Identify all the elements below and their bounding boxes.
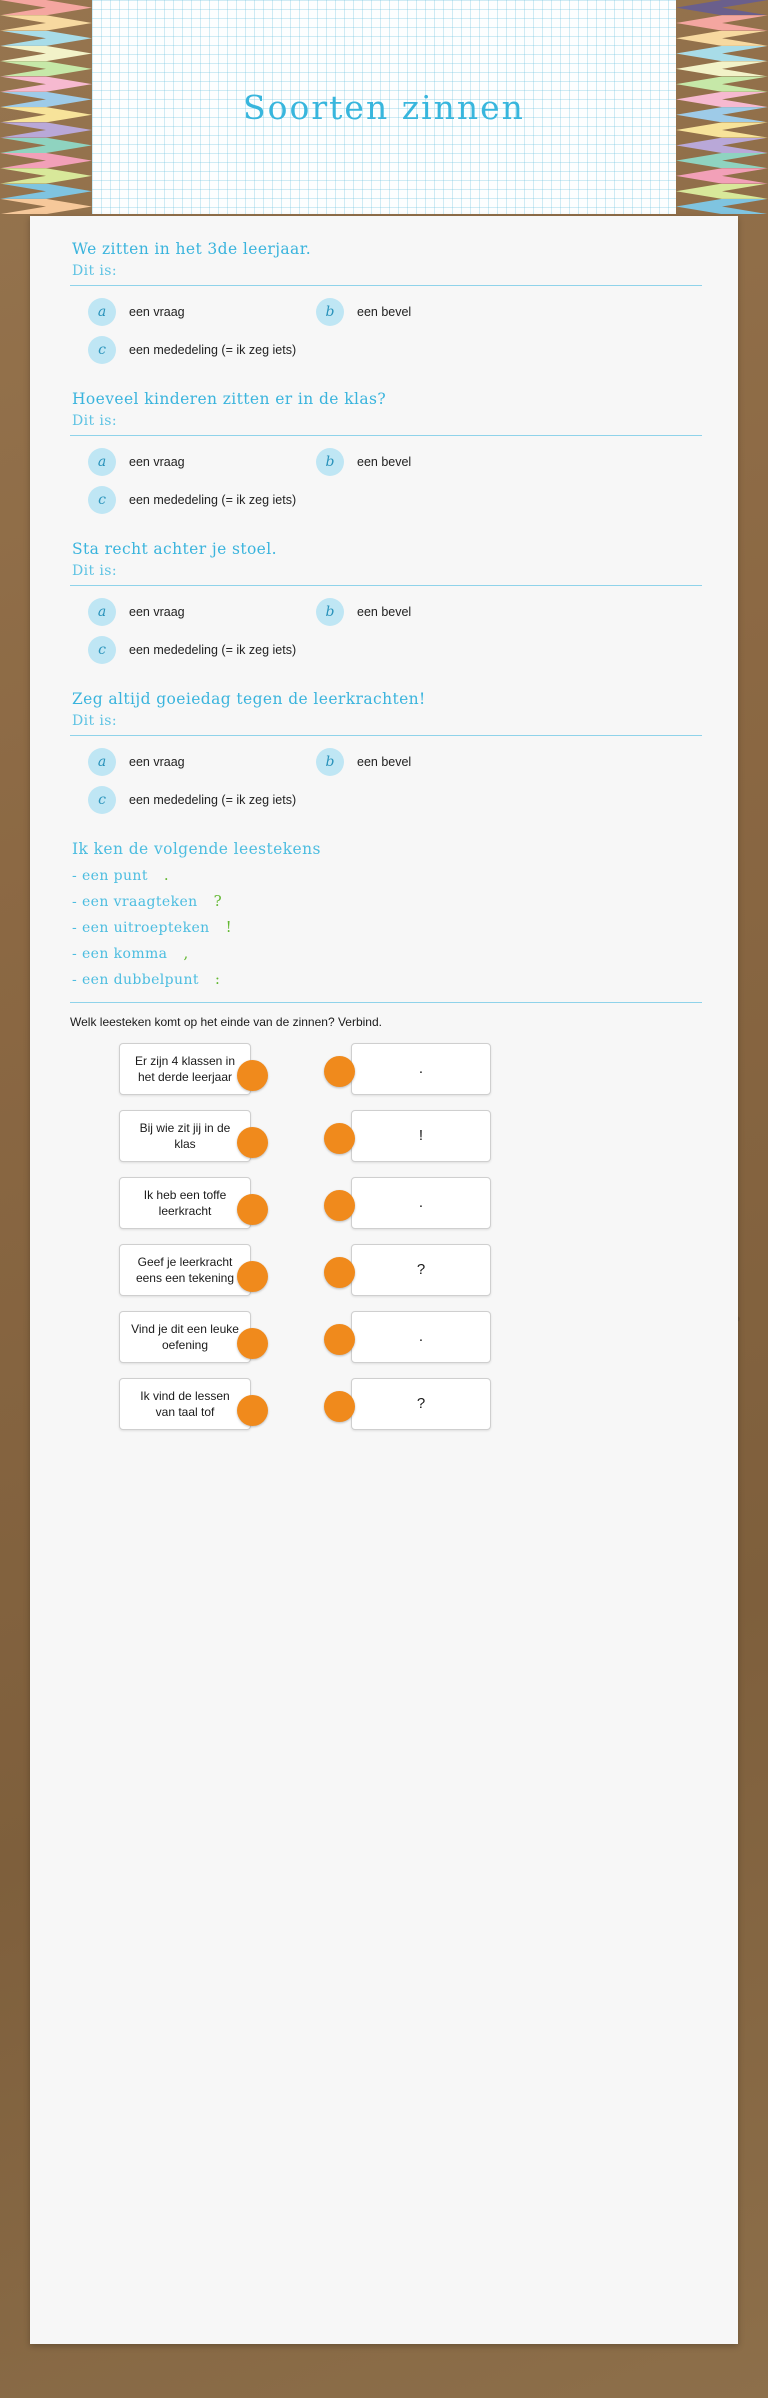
divider bbox=[70, 285, 702, 286]
chevron-stripe bbox=[676, 199, 768, 214]
chevron-stripe bbox=[0, 138, 92, 153]
leesteken-card[interactable]: ? bbox=[351, 1244, 491, 1296]
option-a[interactable] bbox=[88, 448, 185, 476]
option-bullet-a: a bbox=[88, 598, 116, 626]
option-label-c: een mededeling (= ik zeg iets) bbox=[129, 493, 297, 507]
leesteken-mark: ! bbox=[225, 918, 233, 936]
chevron-stripe bbox=[676, 107, 768, 122]
sentence-card[interactable]: Er zijn 4 klassen in het derde leerjaar bbox=[119, 1043, 251, 1095]
option-c[interactable] bbox=[88, 636, 296, 664]
divider bbox=[70, 585, 702, 586]
option-a[interactable] bbox=[88, 748, 185, 776]
chevron-stripe bbox=[0, 153, 92, 168]
question-prompt: Dit is: bbox=[72, 263, 117, 279]
option-b[interactable] bbox=[316, 298, 411, 326]
option-b[interactable] bbox=[316, 748, 411, 776]
chevron-stripe bbox=[0, 0, 92, 15]
chevron-stripe bbox=[676, 122, 768, 137]
leesteken-item bbox=[72, 892, 702, 910]
option-a[interactable] bbox=[88, 298, 185, 326]
matching-rows bbox=[66, 1043, 702, 1440]
chevron-stripe bbox=[0, 184, 92, 199]
chevron-pattern-left bbox=[0, 0, 92, 214]
connector-dot-left[interactable] bbox=[237, 1194, 268, 1225]
chevron-pattern-right bbox=[676, 0, 768, 214]
option-bullet-c: c bbox=[88, 786, 116, 814]
question-prompt: Dit is: bbox=[72, 413, 117, 429]
chevron-stripe bbox=[0, 199, 92, 214]
chevron-stripe bbox=[676, 153, 768, 168]
leesteken-card[interactable]: . bbox=[351, 1177, 491, 1229]
divider bbox=[70, 435, 702, 436]
chevron-stripe bbox=[676, 61, 768, 76]
option-a[interactable] bbox=[88, 598, 185, 626]
connector-dot-left[interactable] bbox=[237, 1060, 268, 1091]
question-block bbox=[66, 240, 702, 376]
option-label-b: een bevel bbox=[357, 755, 412, 769]
chevron-stripe bbox=[0, 107, 92, 122]
divider bbox=[70, 1002, 702, 1003]
option-bullet-a: a bbox=[88, 448, 116, 476]
chevron-stripe bbox=[0, 168, 92, 183]
option-bullet-b: b bbox=[316, 748, 344, 776]
leesteken-mark: . bbox=[163, 866, 170, 884]
chevron-stripe bbox=[676, 0, 768, 15]
question-block bbox=[66, 390, 702, 526]
option-bullet-a: a bbox=[88, 298, 116, 326]
sentence-card[interactable]: Ik heb een toffe leerkracht bbox=[119, 1177, 251, 1229]
question-prompt: Dit is: bbox=[72, 713, 117, 729]
option-bullet-c: c bbox=[88, 486, 116, 514]
leesteken-item bbox=[72, 970, 702, 988]
option-group bbox=[66, 598, 702, 676]
option-label-a: een vraag bbox=[129, 755, 185, 769]
leesteken-item bbox=[72, 944, 702, 962]
sentence-card[interactable]: Vind je dit een leuke oefening bbox=[119, 1311, 251, 1363]
option-bullet-c: c bbox=[88, 636, 116, 664]
connector-dot-right[interactable] bbox=[324, 1324, 355, 1355]
connector-dot-right[interactable] bbox=[324, 1257, 355, 1288]
leesteken-label: - een komma bbox=[72, 946, 168, 962]
leesteken-card[interactable]: ! bbox=[351, 1110, 491, 1162]
question-prompt: Dit is: bbox=[72, 563, 117, 579]
chevron-stripe bbox=[0, 122, 92, 137]
page-banner bbox=[0, 0, 768, 214]
question-block bbox=[66, 690, 702, 826]
chevron-stripe bbox=[676, 31, 768, 46]
matching-row bbox=[66, 1311, 702, 1373]
option-label-a: een vraag bbox=[129, 305, 185, 319]
matching-instruction: Welk leesteken komt op het einde van de zinnen? Verbind. bbox=[70, 1015, 382, 1029]
matching-row bbox=[66, 1378, 702, 1440]
chevron-stripe bbox=[676, 184, 768, 199]
option-label-c: een mededeling (= ik zeg iets) bbox=[129, 343, 297, 357]
connector-dot-left[interactable] bbox=[237, 1127, 268, 1158]
option-label-c: een mededeling (= ik zeg iets) bbox=[129, 793, 297, 807]
leesteken-label: - een dubbelpunt bbox=[72, 972, 199, 988]
matching-row bbox=[66, 1177, 702, 1239]
chevron-stripe bbox=[0, 61, 92, 76]
matching-row bbox=[66, 1043, 702, 1105]
chevron-stripe bbox=[676, 92, 768, 107]
worksheet-sheet bbox=[30, 216, 738, 2344]
question-sentence: Hoeveel kinderen zitten er in de klas? bbox=[72, 390, 387, 408]
option-label-c: een mededeling (= ik zeg iets) bbox=[129, 643, 297, 657]
option-bullet-a: a bbox=[88, 748, 116, 776]
option-label-a: een vraag bbox=[129, 605, 185, 619]
chevron-stripe bbox=[676, 138, 768, 153]
leestekens-heading: Ik ken de volgende leestekens bbox=[72, 840, 321, 858]
leesteken-item bbox=[72, 866, 702, 884]
matching-row bbox=[66, 1110, 702, 1172]
chevron-stripe bbox=[676, 46, 768, 61]
leesteken-label: - een punt bbox=[72, 868, 148, 884]
option-c[interactable] bbox=[88, 336, 296, 364]
chevron-stripe bbox=[676, 76, 768, 91]
question-sentence: Zeg altijd goeiedag tegen de leerkrachten! bbox=[72, 690, 426, 708]
leesteken-card[interactable]: . bbox=[351, 1311, 491, 1363]
sentence-card[interactable]: Ik vind de lessen van taal tof bbox=[119, 1378, 251, 1430]
option-group bbox=[66, 448, 702, 526]
option-c[interactable] bbox=[88, 486, 296, 514]
option-b[interactable] bbox=[316, 598, 411, 626]
page-title: Soorten zinnen bbox=[243, 87, 525, 127]
option-c[interactable] bbox=[88, 786, 296, 814]
option-bullet-b: b bbox=[316, 298, 344, 326]
leesteken-mark: ? bbox=[213, 892, 223, 910]
option-label-b: een bevel bbox=[357, 605, 412, 619]
chevron-stripe bbox=[0, 92, 92, 107]
connector-dot-right[interactable] bbox=[324, 1123, 355, 1154]
option-label-a: een vraag bbox=[129, 455, 185, 469]
option-group bbox=[66, 298, 702, 376]
sentence-card[interactable]: Geef je leerkracht eens een tekening bbox=[119, 1244, 251, 1296]
leesteken-mark: : bbox=[214, 970, 221, 988]
sentence-card[interactable]: Bij wie zit jij in de klas bbox=[119, 1110, 251, 1162]
leestekens-section bbox=[66, 840, 702, 1003]
leesteken-mark: , bbox=[183, 944, 189, 962]
chevron-stripe bbox=[0, 76, 92, 91]
leesteken-item bbox=[72, 918, 702, 936]
divider bbox=[70, 735, 702, 736]
leesteken-card[interactable]: ? bbox=[351, 1378, 491, 1430]
chevron-stripe bbox=[0, 46, 92, 61]
leesteken-label: - een uitroepteken bbox=[72, 920, 210, 936]
connector-dot-right[interactable] bbox=[324, 1391, 355, 1422]
chevron-stripe bbox=[676, 15, 768, 30]
option-bullet-b: b bbox=[316, 598, 344, 626]
option-b[interactable] bbox=[316, 448, 411, 476]
option-bullet-c: c bbox=[88, 336, 116, 364]
chevron-stripe bbox=[0, 15, 92, 30]
connector-dot-left[interactable] bbox=[237, 1261, 268, 1292]
chevron-stripe bbox=[676, 168, 768, 183]
leesteken-card[interactable]: . bbox=[351, 1043, 491, 1095]
option-group bbox=[66, 748, 702, 826]
connector-dot-left[interactable] bbox=[237, 1328, 268, 1359]
chevron-stripe bbox=[0, 31, 92, 46]
question-sentence: We zitten in het 3de leerjaar. bbox=[72, 240, 312, 258]
connector-dot-right[interactable] bbox=[324, 1056, 355, 1087]
connector-dot-left[interactable] bbox=[237, 1395, 268, 1426]
matching-row bbox=[66, 1244, 702, 1306]
question-block bbox=[66, 540, 702, 676]
option-label-b: een bevel bbox=[357, 305, 412, 319]
question-sentence: Sta recht achter je stoel. bbox=[72, 540, 277, 558]
option-bullet-b: b bbox=[316, 448, 344, 476]
option-label-b: een bevel bbox=[357, 455, 412, 469]
connector-dot-right[interactable] bbox=[324, 1190, 355, 1221]
leesteken-label: - een vraagteken bbox=[72, 894, 198, 910]
